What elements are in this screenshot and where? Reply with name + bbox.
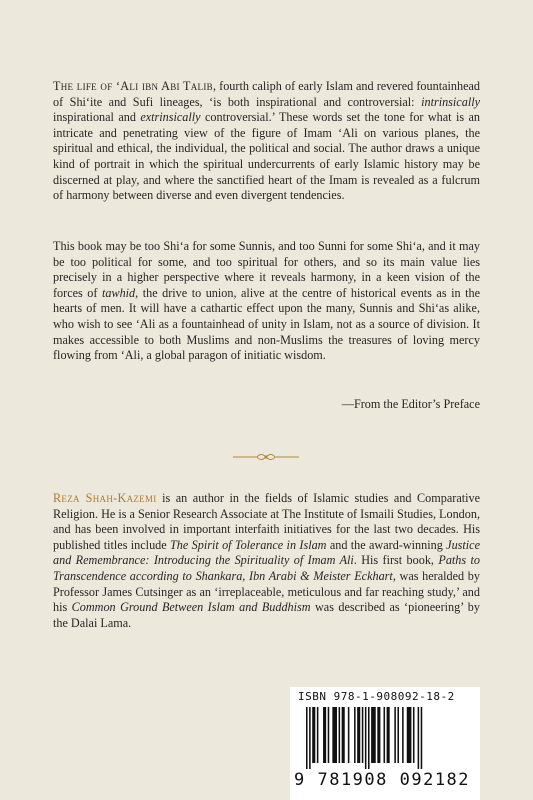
ornament-divider-icon — [231, 451, 301, 463]
barcode-bar — [362, 707, 364, 763]
barcode-bar — [342, 707, 345, 763]
barcode-panel — [290, 687, 480, 800]
barcode-bar — [418, 707, 420, 769]
italic-text: extrinsically — [140, 110, 201, 125]
text-run: was described as ‘pioneering’ by the Dalai Lama. — [53, 600, 480, 630]
text-run: , was heralded by Professor James Cutsinger as an ‘irreplaceable, meticulous and far reaching study,’ and his — [53, 568, 480, 615]
text-run: , the drive to union, alive at the centre of historical events as in the hearts of men. It will have a cathartic effect upon the many, Sunnis and Shi‘as alike, who wish to see ‘Ali as a fountainhead of unity in Islam, not as a source of division. It makes accessible to both Muslims and non-Muslims the treasures of loving mercy flowing from ‘Ali, a global paragon of initiatic wisdom. — [53, 285, 480, 363]
barcode-bar — [328, 707, 330, 763]
barcode-bar — [407, 707, 412, 763]
barcode-bar — [402, 707, 404, 763]
blurb-paragraph-1 — [53, 79, 480, 204]
author-bio — [53, 491, 480, 631]
text-run: controversial.’ These words set the tone for what is an intricate and penetrating view of the figure of Imam ‘Ali on various planes, the spiritual and ethical, the individual, the political and social. The author draws a unique kind of portrait in which the spiritual undercurrents of early Islamic history may be discerned at play, and where the sanctified heart of the Imam is revealed as a fulcrum of harmony between diverse and even divergent tendencies. — [53, 110, 480, 203]
barcode-bar — [323, 707, 326, 763]
barcode-bar — [368, 707, 370, 769]
isbn-label: ISBN 978-1-908092-18-2 — [298, 690, 455, 703]
barcode-bar — [339, 707, 341, 763]
barcode-bar — [357, 707, 360, 763]
barcode-bar — [387, 707, 390, 763]
italic-text: tawhid — [101, 285, 136, 300]
barcode-bar — [306, 707, 308, 769]
barcode-bar — [397, 707, 399, 763]
text-run: and the award-winning — [326, 537, 447, 552]
italic-text: The Spirit of Tolerance in Islam — [170, 537, 327, 552]
lead-in-smallcaps: The life of ‘Ali ibn Abi Talib — [53, 79, 213, 93]
text-run: is an author in the fields of Islamic studies and Comparative Religion. He is a Senior Research Associate at The Institute of Ismaili Studies, London, and has been involved in important interfaith initiatives for the last two decades. His published titles include — [53, 491, 481, 552]
barcode-bar — [394, 707, 396, 763]
barcode-bar — [377, 707, 380, 763]
italic-text: Paths to Transcendence according to Shankara, Ibn Arabi & Meister Eckhart — [53, 553, 481, 583]
author-name: Reza Shah-Kazemi — [53, 491, 157, 505]
ean-digits: 9 781908 092182 — [294, 770, 471, 790]
barcode-bar — [317, 707, 319, 763]
italic-text: Justice and Remembrance: Introducing the Spirituality of Imam Ali — [53, 537, 480, 568]
text-run: This book may be too Shi‘a for some Sunnis, and too Sunni for some Shi‘a, and it may be too political for some, and too spiritual for others, and so its main value lies precisely in a higher perspective where it reveals harmony, in a keen vision of the forces of — [53, 239, 480, 300]
barcode-bars-icon — [306, 707, 464, 769]
barcode-bar — [371, 707, 376, 763]
barcode-bar — [309, 707, 311, 769]
text-run: . His first book, — [353, 553, 439, 568]
italic-text: Common Ground Between Islam and Buddhism — [71, 600, 311, 615]
barcode-bar — [312, 707, 315, 763]
editor-preface-attribution: —From the Editor’s Preface — [341, 397, 480, 411]
barcode-bar — [354, 707, 356, 763]
barcode-bar — [365, 707, 367, 769]
barcode-bar — [421, 707, 423, 769]
barcode-bar — [384, 707, 386, 763]
barcode-bar — [348, 707, 350, 763]
barcode-bar — [413, 707, 415, 763]
barcode-bar — [332, 707, 337, 763]
text-run: inspirational and — [53, 110, 141, 125]
blurb-paragraph-2 — [53, 239, 480, 364]
text-run: , fourth caliph of early Islam and revered fountainhead of Shi‘ite and Sufi lineages, ‘is both inspirational and controversial: — [53, 79, 480, 109]
italic-text: intrinsically — [421, 94, 480, 109]
